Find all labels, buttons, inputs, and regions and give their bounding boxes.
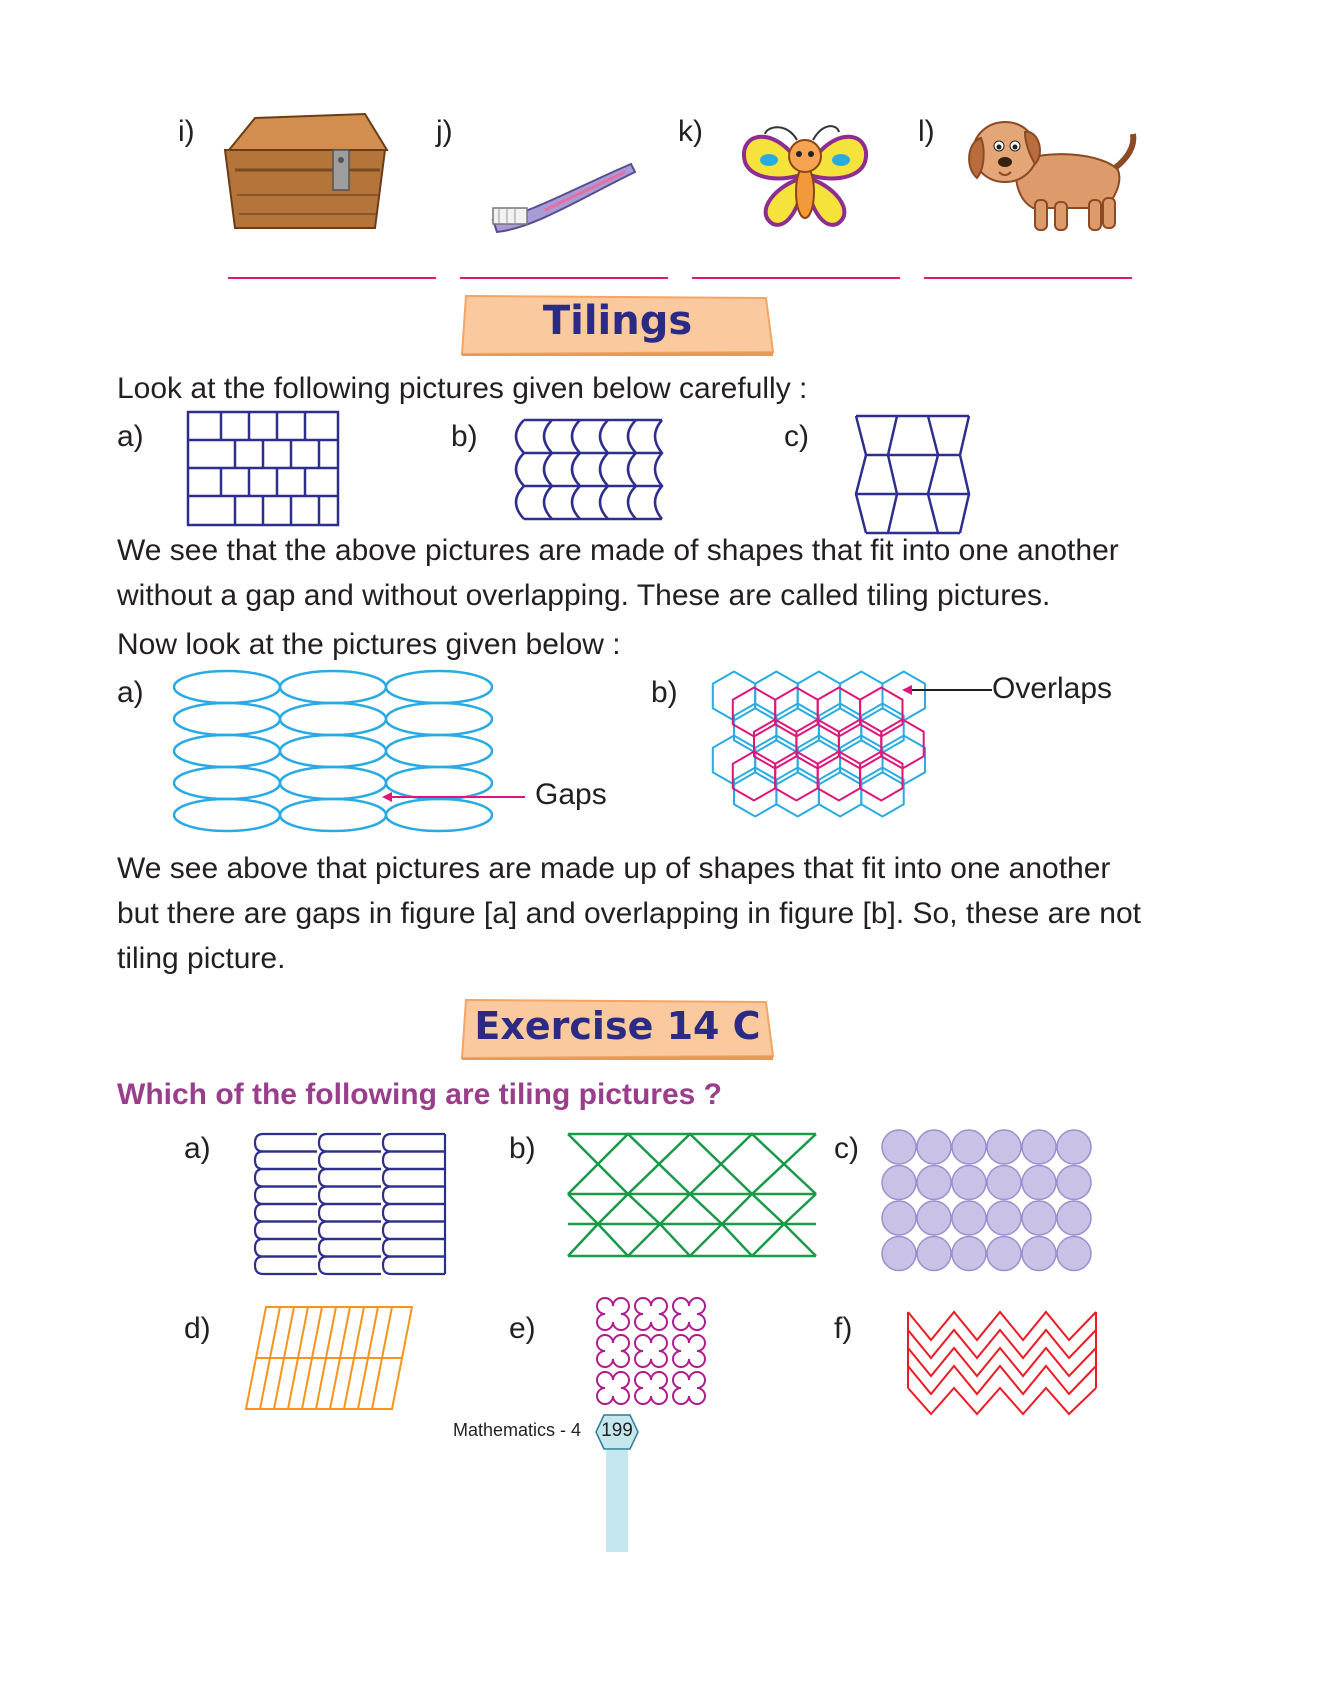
circle-tile	[1022, 1237, 1056, 1271]
item-label-l: l)	[918, 115, 935, 148]
flower-center	[605, 1343, 621, 1359]
rounded-row-tile	[319, 1134, 381, 1152]
circle-tile	[917, 1237, 951, 1271]
circle-tile	[882, 1237, 916, 1271]
rounded-row-tile	[383, 1169, 445, 1187]
answer-line-j[interactable]	[460, 277, 668, 279]
exercise-banner	[460, 996, 775, 1060]
rounded-row-tile	[255, 1204, 317, 1222]
circle-tile	[952, 1166, 986, 1200]
cyan-hexagon	[713, 672, 755, 721]
circle-tile	[882, 1130, 916, 1164]
circle-tile	[952, 1201, 986, 1235]
flower-tile	[635, 1335, 667, 1367]
rounded-row-tile	[383, 1222, 445, 1240]
flower-tile	[635, 1298, 667, 1330]
circle-tile	[1057, 1237, 1091, 1271]
circle-tile	[987, 1201, 1021, 1235]
rounded-row-tile	[319, 1257, 381, 1275]
exercise-label-e: e)	[509, 1312, 536, 1345]
item-label-k: k)	[678, 115, 703, 148]
circle-tile	[1057, 1130, 1091, 1164]
footer-book-title: Mathematics - 4	[453, 1420, 582, 1440]
circle-tile	[952, 1237, 986, 1271]
rounded-row-tile	[383, 1134, 445, 1152]
tiling-fig-label-b: b)	[451, 420, 478, 453]
answer-line-k[interactable]	[692, 277, 900, 279]
flower-center	[605, 1380, 621, 1396]
nontiling-fig-label-a: a)	[117, 676, 144, 709]
butterfly-picture	[727, 112, 882, 234]
rounded-row-tile	[319, 1187, 381, 1205]
tilings-para1-line1: We see that the above pictures are made of shapes that fit into one another	[117, 534, 1119, 567]
circle-tile	[987, 1237, 1021, 1271]
circle-tile	[1022, 1130, 1056, 1164]
puppy-picture	[963, 108, 1143, 236]
circle-tile	[952, 1130, 986, 1164]
circle-tile	[882, 1166, 916, 1200]
flower-center	[643, 1343, 659, 1359]
rounded-row-tile	[319, 1239, 381, 1257]
overlaps-arrow	[902, 683, 994, 697]
answer-line-l[interactable]	[924, 277, 1132, 279]
nontiling-fig-label-b: b)	[651, 676, 678, 709]
page-tab-strip	[606, 1450, 628, 1552]
rounded-row-tile	[383, 1152, 445, 1170]
flower-tile	[597, 1335, 629, 1367]
flower-center	[643, 1380, 659, 1396]
cyan-hexagon	[798, 672, 840, 721]
tilings-intro: Look at the following pictures given below carefully :	[117, 372, 808, 405]
rounded-row-tile	[319, 1204, 381, 1222]
exercise-figure-f	[906, 1310, 1098, 1416]
circle-tile	[1057, 1201, 1091, 1235]
circle-tile	[1022, 1166, 1056, 1200]
flower-center	[605, 1306, 621, 1322]
exercise-label-a: a)	[184, 1132, 211, 1165]
rounded-row-tile	[319, 1152, 381, 1170]
circle-tile	[917, 1166, 951, 1200]
exercise-figure-c	[880, 1128, 1096, 1274]
tilings-intro2: Now look at the pictures given below :	[117, 628, 621, 661]
circle-tile	[1022, 1201, 1056, 1235]
exercise-figure-e	[594, 1296, 710, 1408]
overlaps-label: Overlaps	[992, 672, 1113, 705]
cyan-hexagon	[713, 736, 755, 785]
rounded-row-tile	[255, 1134, 317, 1152]
exercise-label-f: f)	[834, 1312, 853, 1345]
curved-tiling-figure	[512, 418, 672, 522]
answer-line-i[interactable]	[228, 277, 436, 279]
flower-center	[681, 1380, 697, 1396]
gaps-label: Gaps	[535, 778, 607, 811]
tilings-para2-line1: We see above that pictures are made up of shapes that fit into one another	[117, 852, 1111, 885]
flower-center	[681, 1343, 697, 1359]
tilings-para1-line2: without a gap and without overlapping. These are called tiling pictures.	[117, 579, 1051, 612]
flower-center	[643, 1306, 659, 1322]
rounded-row-tile	[383, 1187, 445, 1205]
exercise-label-d: d)	[184, 1312, 211, 1345]
rounded-row-tile	[383, 1257, 445, 1275]
rounded-row-tile	[255, 1169, 317, 1187]
circle-tile	[917, 1201, 951, 1235]
ellipse-gaps-figure	[170, 668, 500, 834]
rounded-row-tile	[383, 1239, 445, 1257]
rounded-row-tile	[255, 1152, 317, 1170]
cyan-hexagon	[755, 672, 798, 721]
rounded-row-tile	[383, 1204, 445, 1222]
exercise-figure-d	[244, 1305, 414, 1413]
flower-tile	[673, 1372, 705, 1404]
exercise-label-c: c)	[834, 1132, 859, 1165]
toothbrush-picture	[485, 158, 640, 236]
tilings-heading: Tilings	[542, 298, 693, 344]
exercise-question: Which of the following are tiling pictures ?	[117, 1078, 722, 1111]
item-label-i: i)	[178, 115, 195, 148]
gaps-arrow	[382, 790, 527, 804]
cyan-hexagon	[840, 672, 882, 721]
circle-tile	[1057, 1166, 1091, 1200]
exercise-figure-a	[253, 1132, 447, 1276]
exercise-figure-b	[566, 1132, 818, 1260]
flower-center	[681, 1306, 697, 1322]
brick-tiling-figure	[187, 411, 339, 527]
exercise-label-b: b)	[509, 1132, 536, 1165]
circle-tile	[917, 1130, 951, 1164]
circle-tile	[987, 1130, 1021, 1164]
flower-tile	[635, 1372, 667, 1404]
flower-tile	[597, 1298, 629, 1330]
circle-tile	[987, 1166, 1021, 1200]
page-number: 199	[601, 1420, 633, 1441]
rounded-row-tile	[319, 1222, 381, 1240]
wooden-chest-picture	[215, 110, 395, 235]
flower-tile	[597, 1372, 629, 1404]
tilings-banner	[460, 292, 775, 356]
rounded-row-tile	[319, 1169, 381, 1187]
tiling-fig-label-a: a)	[117, 420, 144, 453]
tiling-fig-label-c: c)	[784, 420, 809, 453]
item-label-j: j)	[436, 115, 453, 148]
trapezoid-tiling-figure	[852, 414, 974, 536]
rounded-row-tile	[255, 1239, 317, 1257]
rounded-row-tile	[255, 1257, 317, 1275]
tilings-para2-line3: tiling picture.	[117, 942, 286, 975]
circle-tile	[882, 1201, 916, 1235]
tilings-para2-line2: but there are gaps in figure [a] and overlapping in figure [b]. So, these are not	[117, 897, 1141, 930]
flower-tile	[673, 1335, 705, 1367]
rounded-row-tile	[255, 1187, 317, 1205]
rounded-row-tile	[255, 1222, 317, 1240]
flower-tile	[673, 1298, 705, 1330]
exercise-heading: Exercise 14 C	[474, 1004, 761, 1048]
